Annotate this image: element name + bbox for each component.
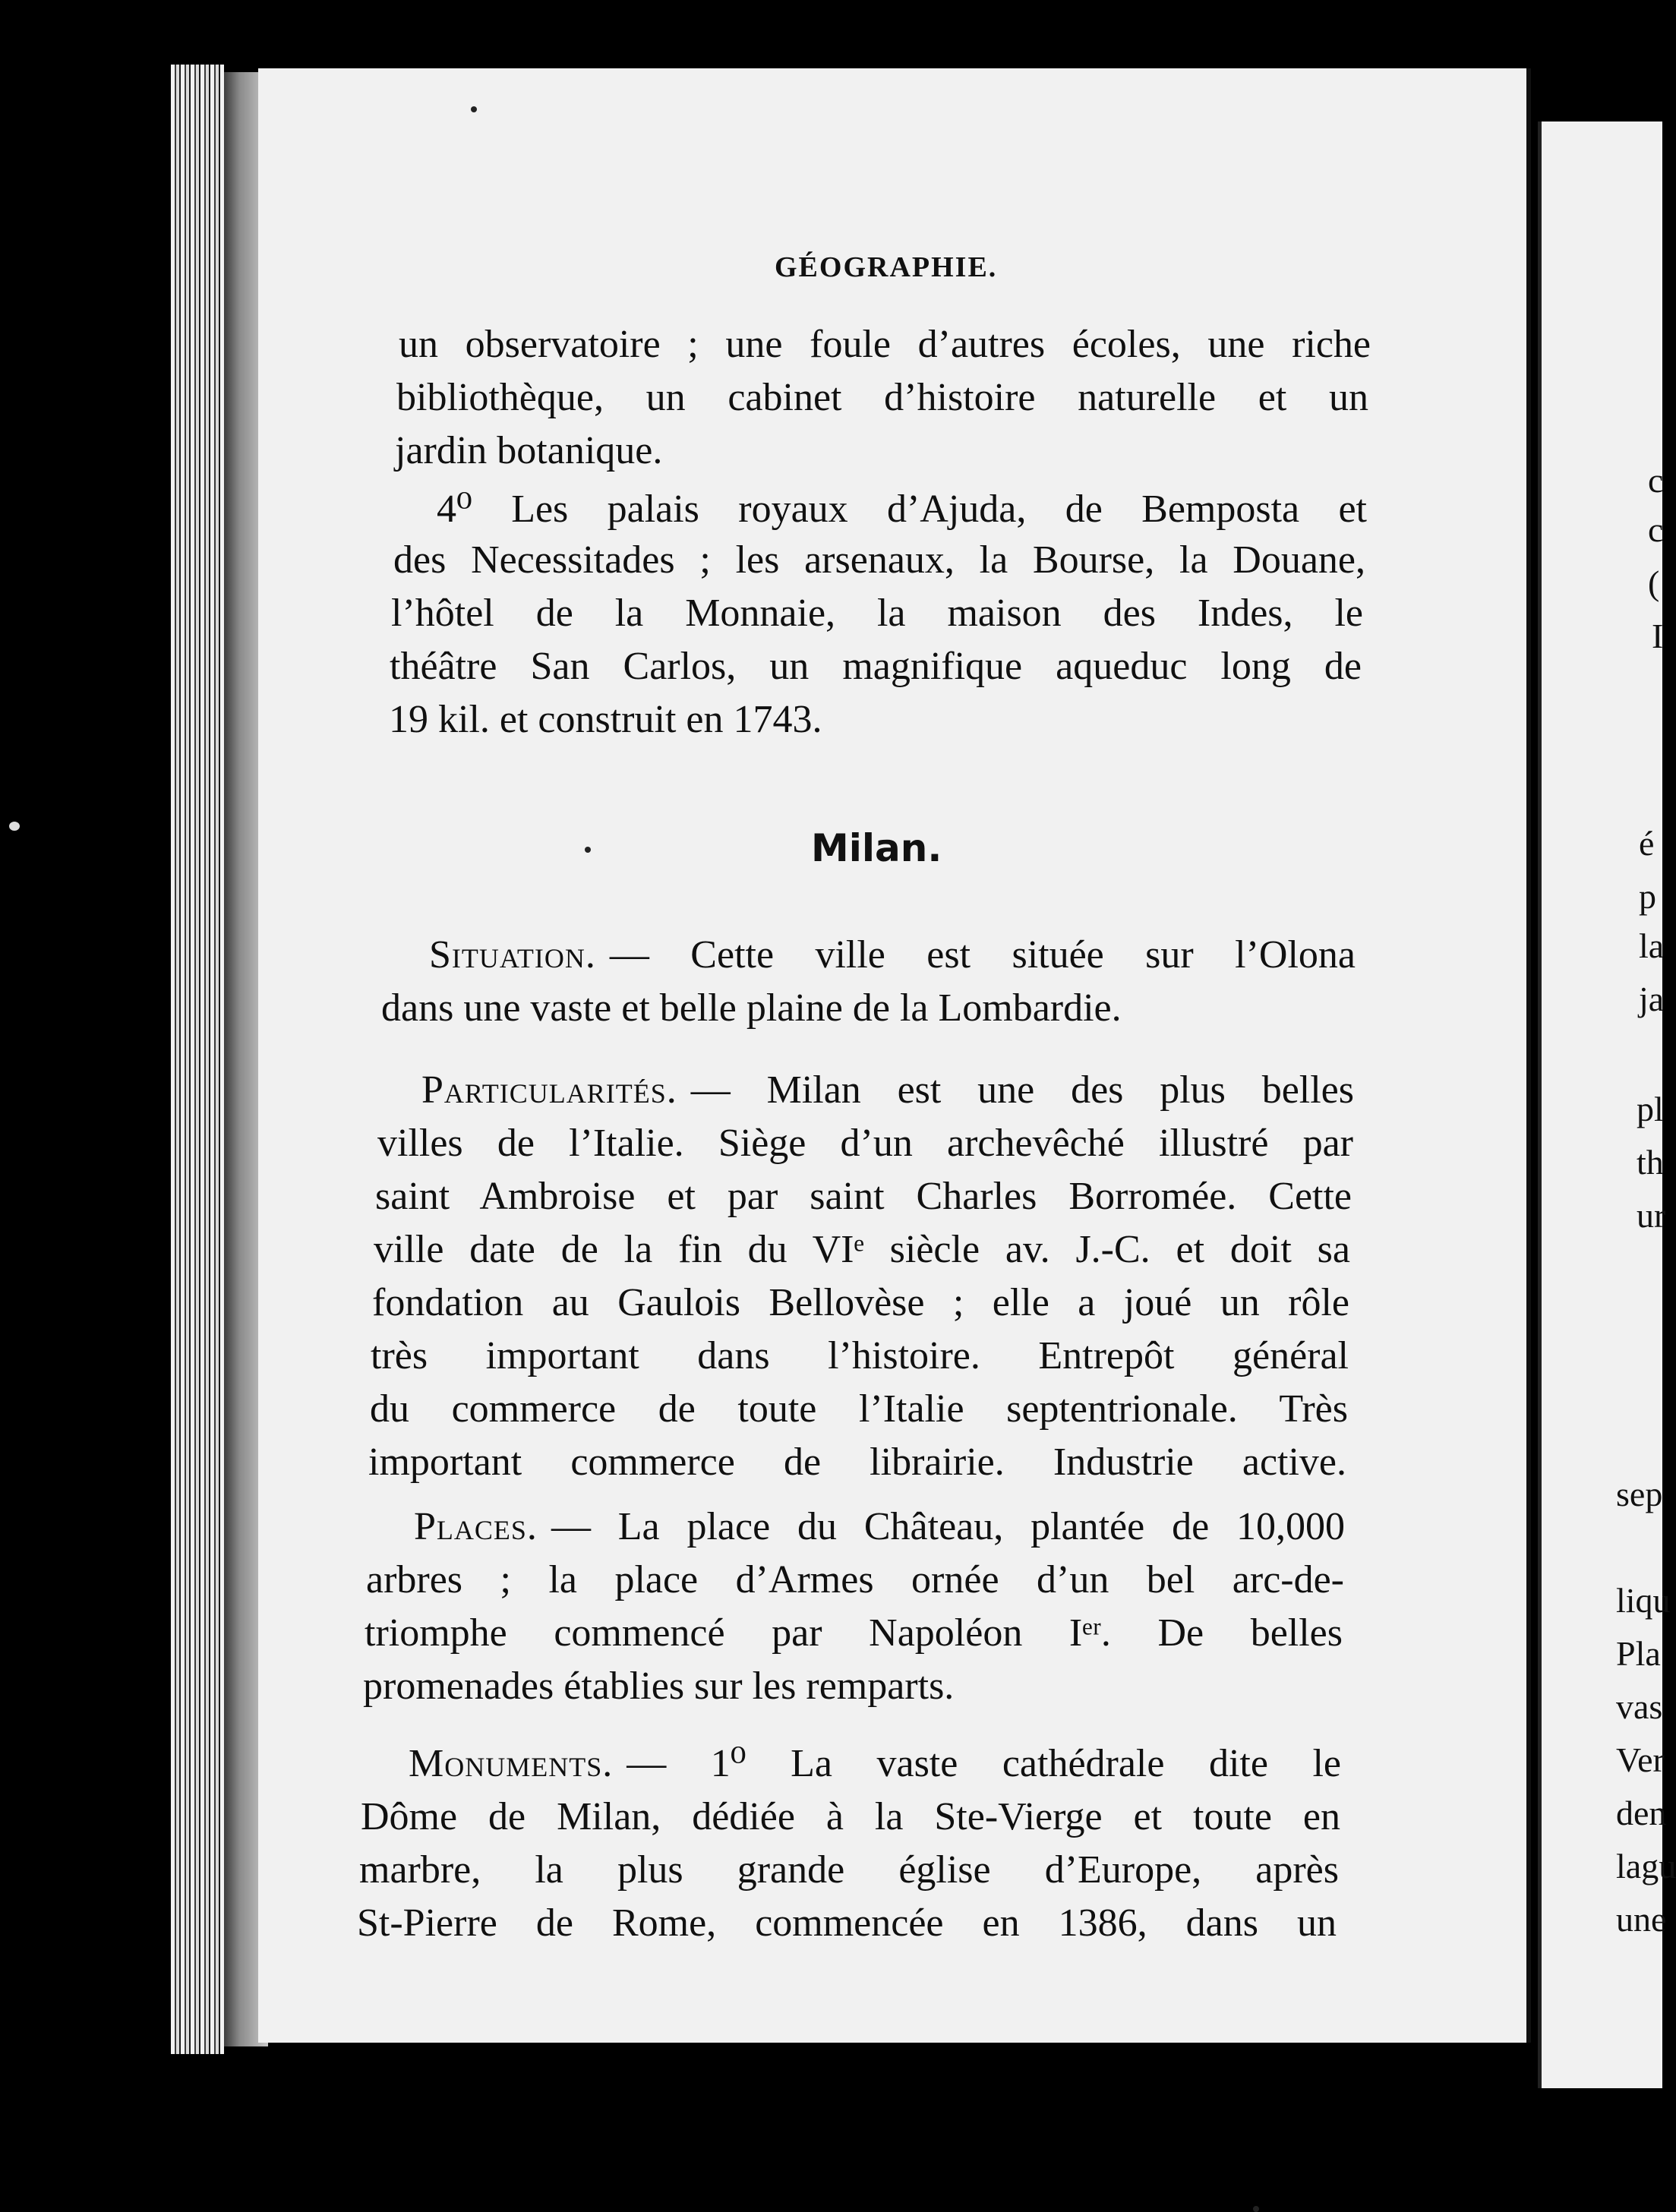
section-label: Monuments. — [409, 1742, 614, 1785]
text-line: 19 kil. et construit en 1743. — [389, 698, 822, 741]
adjacent-page-fragment: ur — [1637, 1196, 1666, 1235]
text-line-content: — La place du Château, plantée de 10,000 — [551, 1505, 1345, 1548]
text-line: marbre, la plus grande église d’Europe, après — [359, 1848, 1339, 1892]
adjacent-page-fragment: sep — [1616, 1475, 1663, 1513]
section-label: Places. — [414, 1505, 538, 1548]
scan-speck — [1253, 2206, 1259, 2212]
adjacent-page-fragment: vas — [1616, 1687, 1663, 1726]
text-line — [421, 1068, 1354, 1112]
adjacent-page-fragment: la — [1639, 926, 1665, 965]
section-label: Particularités. — [421, 1068, 677, 1112]
adjacent-page-fragment: liqu — [1616, 1581, 1671, 1620]
text-line-content: — Milan est une des plus belles — [690, 1068, 1354, 1112]
adjacent-page-fragment: Pla — [1616, 1634, 1661, 1673]
running-header: GÉOGRAPHIE. — [775, 251, 998, 283]
section-label: Situation. — [429, 933, 596, 977]
text-line: très important dans l’histoire. Entrepôt général — [371, 1334, 1349, 1377]
adjacent-page-fragment: é — [1639, 824, 1655, 863]
scan-speck — [471, 106, 477, 112]
adjacent-page-fragment: th — [1637, 1143, 1664, 1182]
adjacent-page-fragment: den — [1616, 1794, 1667, 1832]
text-line: promenades établies sur les remparts. — [363, 1665, 955, 1708]
section-title: Milan. — [811, 826, 942, 870]
text-line-content: — Cette ville est située sur l’Olona — [609, 933, 1356, 977]
text-line: St-Pierre de Rome, commencée en 1386, dans un — [357, 1901, 1337, 1945]
adjacent-page-fragment: une — [1616, 1900, 1667, 1939]
adjacent-page-fragment: pl — [1637, 1090, 1664, 1128]
text-line: bibliothèque, un cabinet d’histoire naturelle et un — [396, 376, 1368, 419]
text-line: fondation au Gaulois Bellovèse ; elle a joué un rôle — [372, 1281, 1349, 1324]
text-line: un observatoire ; une foule d’autres écoles, une riche — [399, 323, 1371, 366]
adjacent-page-fragment: lagu — [1616, 1847, 1676, 1885]
text-line: du commerce de toute l’Italie septentrionale. Très — [370, 1387, 1348, 1431]
text-line — [414, 1507, 1345, 1547]
text-line: l’hôtel de la Monnaie, la maison des Indes, le — [391, 592, 1363, 635]
adjacent-page-fragment: p — [1639, 877, 1656, 916]
text-line: triomphe commencé par Napoléon Iᵉʳ. De belles — [365, 1611, 1343, 1655]
adjacent-page-fragment: c — [1648, 461, 1664, 500]
text-line: saint Ambroise et par saint Charles Borromée. Cette — [375, 1175, 1352, 1218]
text-line: villes de l’Italie. Siège d’un archevêché illustré par — [377, 1122, 1353, 1165]
text-line: des Necessitades ; les arsenaux, la Bourse, la Douane, — [393, 538, 1365, 582]
adjacent-page-fragment: ( — [1648, 563, 1660, 602]
text-line: Dôme de Milan, dédiée à la Ste-Vierge et toute en — [361, 1795, 1340, 1838]
adjacent-page-fragment: Ver — [1616, 1740, 1665, 1779]
text-line: jardin botanique. — [395, 429, 663, 472]
text-line: dans une vaste et belle plaine de la Lombardie. — [381, 986, 1122, 1030]
text-line: 4⁰ Les palais royaux d’Ajuda, de Bemposta et — [437, 488, 1367, 531]
scan-speck — [585, 847, 591, 853]
text-line: ville date de la fin du VIᵉ siècle av. J.-C. et doit sa — [374, 1228, 1350, 1271]
adjacent-page-fragment: c — [1648, 510, 1664, 549]
text-line-content: — 1⁰ La vaste cathédrale dite le — [627, 1742, 1341, 1785]
scan-speck — [9, 822, 20, 831]
text-line: arbres ; la place d’Armes ornée d’un bel arc-de- — [366, 1558, 1344, 1601]
text-line — [409, 1744, 1341, 1784]
adjacent-page-fragment: I — [1652, 617, 1664, 655]
text-line — [429, 933, 1356, 977]
text-line: théâtre San Carlos, un magnifique aqueduc long de — [390, 645, 1362, 688]
adjacent-page-fragment: ja — [1639, 980, 1665, 1018]
text-line: important commerce de librairie. Industrie active. — [368, 1440, 1346, 1484]
